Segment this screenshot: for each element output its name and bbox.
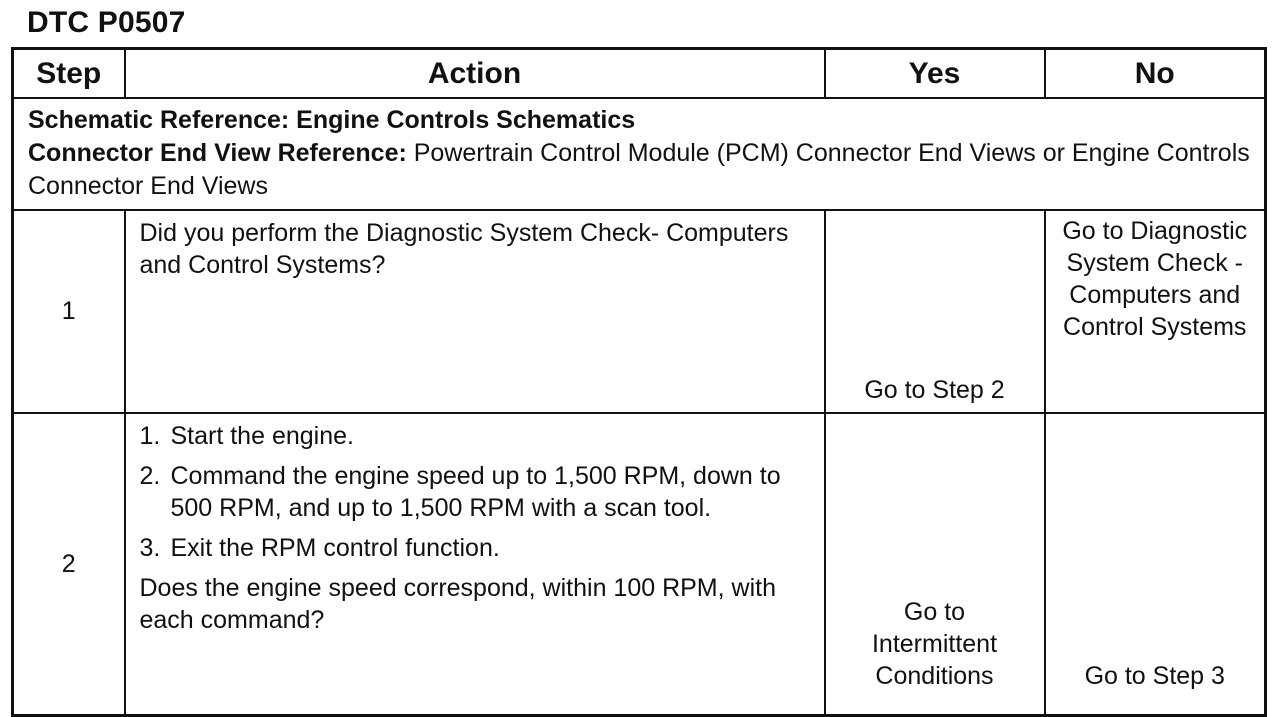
- no-cell: Go to Step 3: [1045, 413, 1266, 716]
- connector-reference-label: Connector End View Reference:: [28, 139, 407, 167]
- connector-reference: [28, 137, 1250, 203]
- table-row: [13, 413, 1266, 716]
- reference-row: [13, 98, 1266, 210]
- schematic-reference: Schematic Reference: Engine Controls Schematics: [28, 106, 636, 134]
- yes-cell: Go to Step 2: [825, 210, 1045, 413]
- connector-reference-text: Powertrain Control Module (PCM) Connector End Views or Engine Controls Connector End Views: [28, 139, 1250, 200]
- action-cell: [125, 210, 825, 413]
- header-step: Step: [13, 49, 125, 99]
- reference-cell: [13, 98, 1266, 210]
- action-question: Does the engine speed correspond, within 100 RPM, with each command?: [139, 574, 776, 634]
- action-item-text: Start the engine.: [170, 422, 354, 450]
- page-title: DTC P0507: [27, 6, 186, 39]
- action-item-text: Exit the RPM control function.: [170, 534, 500, 562]
- header-action: Action: [125, 49, 825, 99]
- no-cell: Go to Diagnostic System Check - Computers and Control Systems: [1045, 210, 1266, 413]
- step-number: 1: [13, 210, 125, 413]
- action-item-text: Command the engine speed up to 1,500 RPM, down to 500 RPM, and up to 1,500 RPM with a scan tool.: [170, 462, 781, 522]
- header-no: No: [1045, 49, 1266, 99]
- action-cell: [125, 413, 825, 716]
- diagnostic-table: [11, 47, 1267, 717]
- header-row: [13, 49, 1266, 99]
- yes-cell: [825, 413, 1045, 716]
- action-list-item: [140, 532, 810, 564]
- step-number: 2: [13, 413, 125, 716]
- action-item-number: 3.: [139, 534, 161, 562]
- action-list-item: [140, 420, 810, 452]
- action-list-item: [140, 460, 810, 524]
- action-item-number: 2.: [139, 462, 161, 490]
- action-text: Did you perform the Diagnostic System Check- Computers and Control Systems?: [139, 219, 789, 279]
- table-row: [13, 210, 1266, 413]
- yes-text: Go to Intermittent Conditions: [871, 598, 998, 690]
- header-yes: Yes: [825, 49, 1045, 99]
- action-item-number: 1.: [139, 422, 161, 450]
